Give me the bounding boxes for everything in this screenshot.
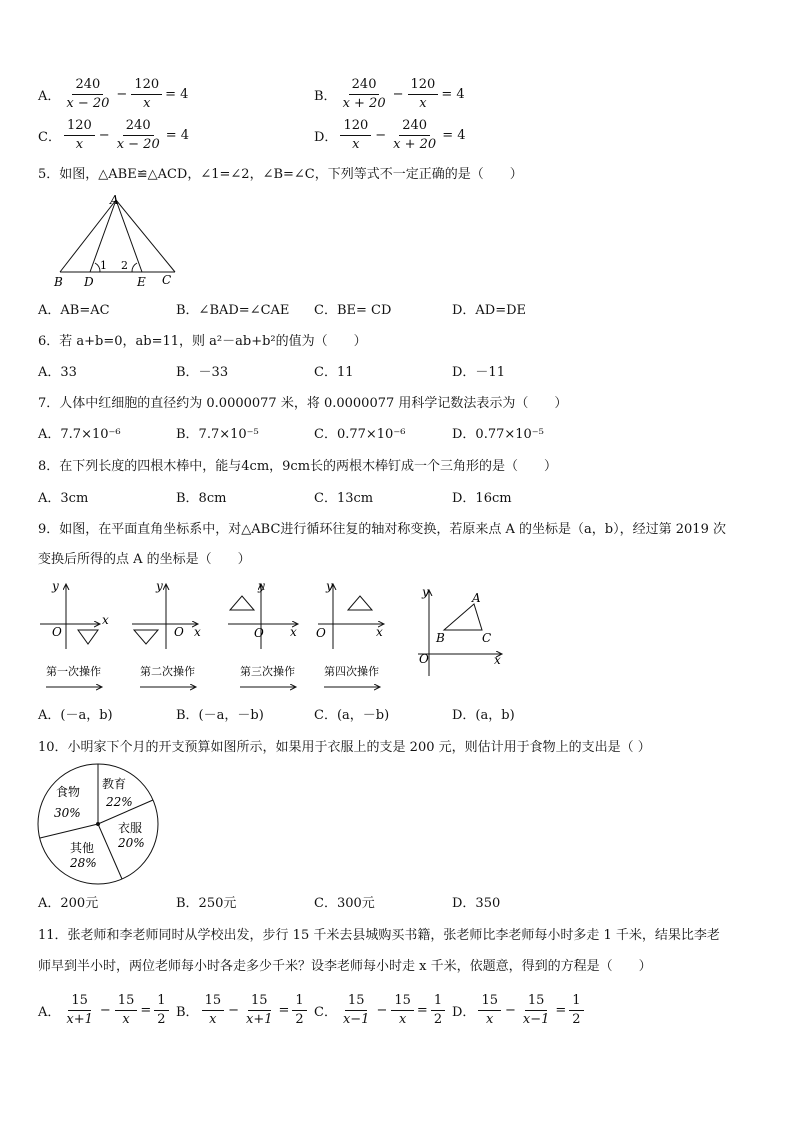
panel2-x-label: x [194, 625, 201, 639]
q9-option-c[interactable]: C．(a，－b) [314, 708, 390, 723]
label-c: C [162, 273, 172, 287]
q6-option-a[interactable]: A．33 [38, 365, 77, 380]
q8-option-a[interactable]: A．3cm [38, 491, 89, 506]
label-d: D [84, 275, 94, 289]
q6-option-c[interactable]: C．11 [314, 365, 354, 380]
fraction: $\frac{15}{x}$ [202, 994, 225, 1028]
panel5-origin: O [419, 652, 429, 666]
q9-option-a[interactable]: A．(－a，b) [38, 708, 113, 723]
label-b: B [54, 275, 63, 289]
side-ab [60, 200, 116, 272]
q8-option-b[interactable]: B．8cm [176, 491, 227, 506]
pie-food-pct: 30% [54, 806, 81, 820]
panel2-triangle [134, 630, 158, 644]
q9-transform-figure [36, 574, 516, 696]
q9-stem-line1: 9．如图，在平面直角坐标系中，对△ABC进行循环往复的轴对称变换，若原来点 A 的坐标是（a，b），经过第 2019 次 [38, 522, 726, 537]
q9-stem-line2: 变换后所得的点 A 的坐标是（ ） [38, 552, 251, 567]
q4-option-a[interactable]: A． $\frac{240}{x - 20}$ − $\frac{120}{x}$ = 4 [38, 77, 189, 112]
fraction: $\frac{240}{x - 20}$ [116, 118, 160, 153]
fraction: $\frac{15}{x-1}$ [522, 993, 550, 1028]
panel5-y-label: y [422, 585, 429, 599]
fraction: $\frac{15}{x+1}$ [66, 993, 93, 1028]
q10-option-a[interactable]: A．200元 [38, 896, 99, 911]
fraction: $\frac{15}{x}$ [115, 994, 138, 1028]
fraction: $\frac{15}{x+1}$ [246, 993, 273, 1028]
panel3-triangle [230, 596, 254, 610]
q8-option-c[interactable]: C．13cm [314, 491, 374, 506]
q6-option-d[interactable]: D．－11 [452, 365, 505, 380]
panel1-origin: O [52, 625, 62, 639]
pie-divider-left [40, 824, 98, 838]
label-e: E [137, 275, 146, 289]
q6-stem: 6．若 a+b=0，ab=11，则 a²－ab+b²的值为（ ） [38, 334, 367, 349]
pie-food-label: 食物 [56, 785, 81, 799]
q7-option-c[interactable]: C．0.77×10⁻⁶ [314, 427, 406, 442]
panel5-triangle-abc [444, 604, 482, 630]
op1-label: 第一次操作 [46, 665, 101, 678]
q8-option-d[interactable]: D．16cm [452, 491, 512, 506]
op3-label: 第三次操作 [240, 665, 295, 678]
q7-option-a[interactable]: A．7.7×10⁻⁶ [38, 427, 121, 442]
pie-other-pct: 28% [70, 856, 97, 870]
label-a: A [110, 193, 119, 207]
q10-stem: 10．小明家下个月的开支预算如图所示，如果用于衣服上的支是 200 元，则估计用于食物上的支出是（ ） [38, 740, 651, 755]
q5-option-c[interactable]: C．BE= CD [314, 303, 392, 318]
pie-cloth-label: 衣服 [118, 821, 143, 835]
q5-triangle-figure [50, 192, 190, 292]
pie-center-dot [96, 822, 100, 826]
panel5-label-b: B [436, 631, 445, 645]
q7-option-d[interactable]: D．0.77×10⁻⁵ [452, 427, 544, 442]
segment-ae [116, 200, 142, 272]
q10-option-b[interactable]: B．250元 [176, 896, 237, 911]
panel3-x-label: x [290, 625, 297, 639]
q9-option-b[interactable]: B．(－a，－b) [176, 708, 264, 723]
op4-label: 第四次操作 [324, 665, 379, 678]
q11-stem-line2: 师早到半小时，两位老师每小时各走多少千米？设李老师每小时走 x 千米，依题意，得到的方程是（ ） [38, 959, 652, 974]
label-angle-1: 1 [100, 259, 107, 272]
fraction: $\frac{240}{x + 20}$ [342, 77, 386, 112]
q11-option-b[interactable]: B． $\frac{15}{x}$ − $\frac{15}{x+1}$ = $\frac{1}{2}$ [176, 994, 308, 1028]
fraction: $\frac{1}{2}$ [154, 994, 168, 1028]
panel4-origin: O [316, 626, 326, 640]
panel4-y-label: y [326, 579, 333, 593]
q5-option-a[interactable]: A．AB=AC [38, 303, 110, 318]
fraction: $\frac{120}{x}$ [131, 78, 162, 112]
q10-pie-chart [36, 762, 160, 886]
fraction: $\frac{15}{x}$ [478, 994, 501, 1028]
panel5-label-c: C [482, 631, 492, 645]
fraction: $\frac{240}{x - 20}$ [66, 77, 110, 112]
panel4-triangle [348, 596, 372, 610]
panel1-triangle [78, 630, 98, 644]
q4-option-d[interactable]: D． $\frac{120}{x}$ − $\frac{240}{x + 20}$ = 4 [314, 118, 466, 153]
panel2-origin: O [174, 625, 184, 639]
q4-option-b[interactable]: B． $\frac{240}{x + 20}$ − $\frac{120}{x}$ = 4 [314, 77, 465, 112]
panel5-x-label: x [494, 653, 501, 667]
fraction: $\frac{1}{2}$ [292, 994, 306, 1028]
q7-option-b[interactable]: B．7.7×10⁻⁵ [176, 427, 259, 442]
q11-stem-line1: 11．张老师和李老师同时从学校出发，步行 15 千米去县城购买书籍，张老师比李老师每小时多走 1 千米，结果比李老 [38, 928, 720, 943]
fraction: $\frac{15}{x-1}$ [342, 993, 370, 1028]
angle-2-arc [132, 263, 137, 272]
pie-cloth-pct: 20% [118, 836, 145, 850]
fraction: $\frac{120}{x}$ [64, 119, 95, 153]
q6-option-b[interactable]: B．－33 [176, 365, 229, 380]
panel4-x-label: x [376, 625, 383, 639]
panel3-origin: O [254, 626, 264, 640]
q11-option-c[interactable]: C． $\frac{15}{x-1}$ − $\frac{15}{x}$ = $\frac{1}{2}$ [314, 994, 446, 1028]
fraction: $\frac{1}{2}$ [431, 994, 445, 1028]
q5-stem: 5．如图，△ABE≌△ACD，∠1=∠2，∠B=∠C，下列等式不一定正确的是（ ） [38, 167, 523, 182]
fraction: $\frac{240}{x + 20}$ [393, 118, 437, 153]
q9-option-d[interactable]: D．(a，b) [452, 708, 515, 723]
q10-option-c[interactable]: C．300元 [314, 896, 375, 911]
q5-option-d[interactable]: D．AD=DE [452, 303, 527, 318]
q11-option-d[interactable]: D． $\frac{15}{x}$ − $\frac{15}{x-1}$ = $\frac{1}{2}$ [452, 994, 585, 1028]
q11-option-a[interactable]: A． $\frac{15}{x+1}$ − $\frac{15}{x}$ = $\frac{1}{2}$ [38, 994, 170, 1028]
pie-other-label: 其他 [70, 841, 95, 855]
pie-edu-label: 教育 [102, 777, 127, 791]
q8-stem: 8．在下列长度的四根木棒中，能与4cm，9cm长的两根木棒钉成一个三角形的是（ ） [38, 459, 558, 474]
panel1-x-label: x [102, 613, 109, 627]
panel5-label-a: A [472, 591, 481, 605]
q5-option-b[interactable]: B．∠BAD=∠CAE [176, 303, 290, 318]
q7-stem: 7．人体中红细胞的直径约为 0.0000077 米，将 0.0000077 用科学记数法表示为（ ） [38, 396, 568, 411]
panel1-y-label: y [52, 579, 59, 593]
label-angle-2: 2 [121, 259, 128, 272]
fraction: $\frac{15}{x}$ [391, 994, 414, 1028]
q10-option-d[interactable]: D．350 [452, 896, 501, 911]
fraction: $\frac{1}{2}$ [569, 994, 583, 1028]
op2-label: 第二次操作 [140, 665, 195, 678]
fraction: $\frac{120}{x}$ [340, 119, 371, 153]
panel2-y-label: y [156, 579, 163, 593]
panel3-y-label: y [258, 579, 265, 593]
fraction: $\frac{120}{x}$ [408, 78, 439, 112]
q4-option-c[interactable]: C． $\frac{120}{x}$ − $\frac{240}{x - 20}$ = 4 [38, 118, 190, 153]
pie-edu-pct: 22% [106, 795, 133, 809]
